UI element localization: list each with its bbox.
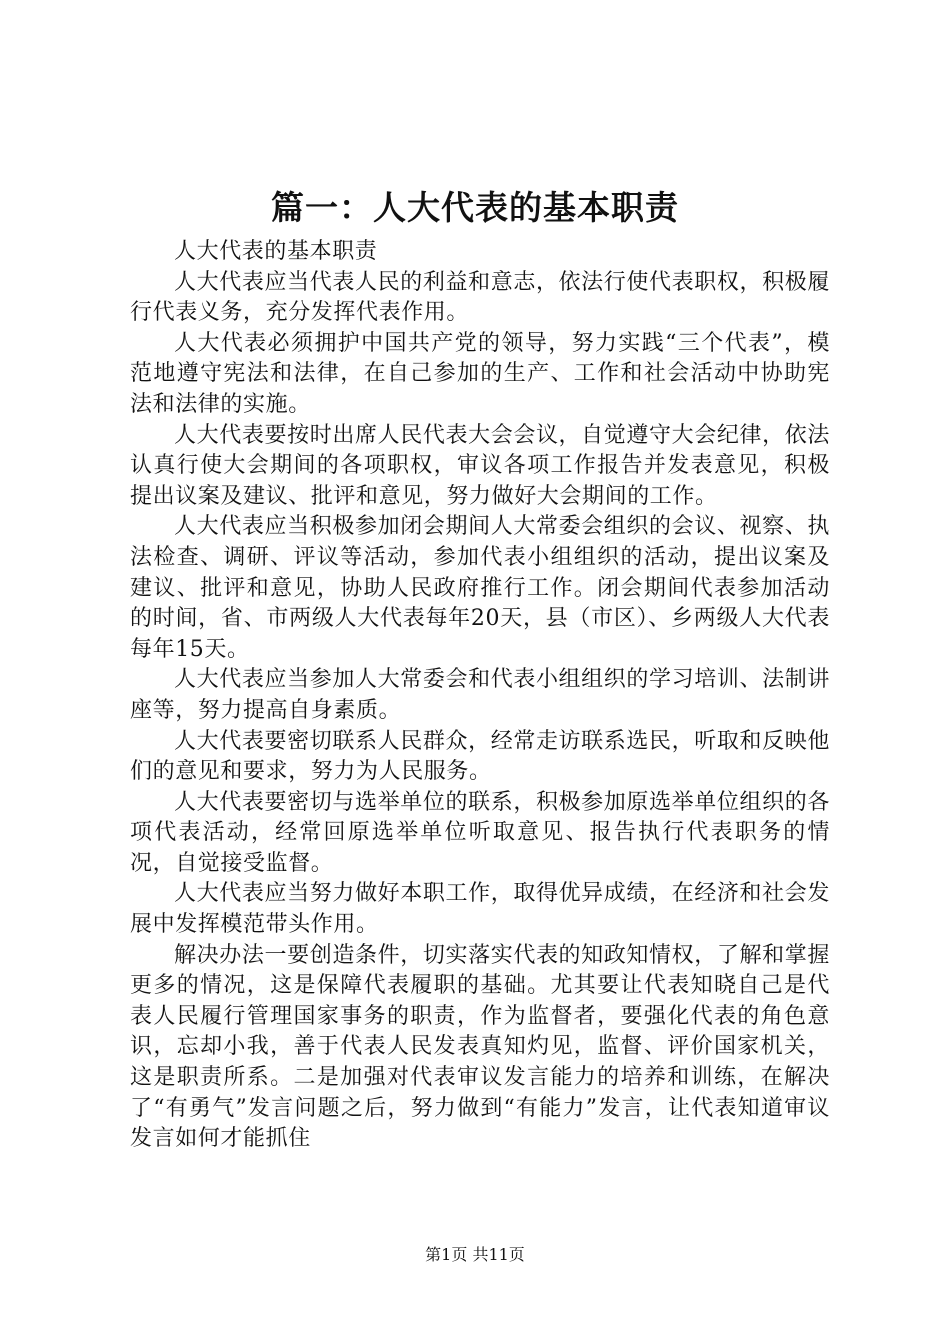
paragraph: 人大代表要密切联系人民群众，经常走访联系选民，听取和反映他们的意见和要求，努力为人民服务。 [130, 728, 830, 785]
paragraph: 人大代表应当积极参加闭会期间人大常委会组织的会议、视察、执法检查、调研、评议等活动，参加代表小组组织的活动，提出议案及建议、批评和意见，协助人民政府推行工作。闭会期间代表参加活动的时间，省、市两级人大代表每年20天，县（市区）、乡两级人大代表每年15天。 [130, 514, 830, 662]
paragraph: 人大代表应当参加人大常委会和代表小组组织的学习培训、法制讲座等，努力提高自身素质。 [130, 667, 830, 723]
paragraph: 人大代表应当代表人民的利益和意志，依法行使代表职权，积极履行代表义务，充分发挥代表作用。 [130, 269, 830, 326]
paragraph: 解决办法一要创造条件，切实落实代表的知政知情权，了解和掌握更多的情况，这是保障代表履职的基础。尤其要让代表知晓自己是代表人民履行管理国家事务的职责，作为监督者，要强化代表的角色意识，忘却小我，善于代表人民发表真知灼见，监督、评价国家机关，这是职责所系。二是加强对代表审议发言能力的培养和训练，在解决了“有勇气”发言问题之后，努力做到“有能力”发言，让代表知道审议发言如何才能抓住 [130, 942, 830, 1152]
paragraph: 人大代表的基本职责 [174, 239, 378, 264]
paragraph: 人大代表必须拥护中国共产党的领导，努力实践“三个代表”，模范地遵守宪法和法律，在自己参加的生产、工作和社会活动中协助宪法和法律的实施。 [130, 330, 830, 417]
paragraph: 人大代表要密切与选举单位的联系，积极参加原选举单位组织的各项代表活动，经常回原选举单位听取意见、报告执行代表职务的情况，自觉接受监督。 [130, 789, 830, 876]
document-title: 篇一：人大代表的基本职责 [271, 188, 679, 227]
paragraph: 人大代表要按时出席人民代表大会会议，自觉遵守大会纪律，依法认真行使大会期间的各项职权，审议各项工作报告并发表意见，积极提出议案及建议、批评和意见，努力做好大会期间的工作。 [130, 422, 830, 509]
paragraph: 人大代表应当努力做好本职工作，取得优异成绩，在经济和社会发展中发挥模范带头作用。 [130, 881, 830, 938]
document-body [130, 237, 830, 1155]
page-number-footer: 第1页 共11页 [425, 1245, 525, 1264]
